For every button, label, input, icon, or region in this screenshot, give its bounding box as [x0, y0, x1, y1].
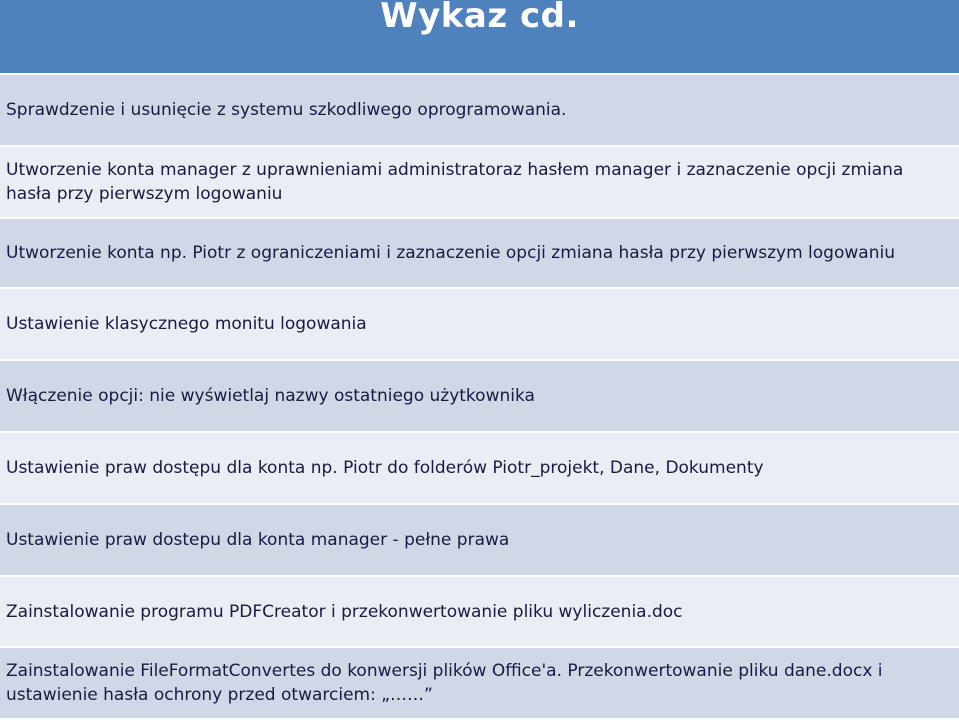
table-cell: Utworzenie konta np. Piotr z ograniczeniami i zaznaczenie opcji zmiana hasła przy pierwszym logowaniu: [0, 218, 959, 288]
table-cell: Sprawdzenie i usunięcie z systemu szkodliwego oprogramowania.: [0, 74, 959, 146]
table-cell: Ustawienie praw dostepu dla konta manager - pełne prawa: [0, 504, 959, 576]
table-cell: Włączenie opcji: nie wyświetlaj nazwy ostatniego użytkownika: [0, 360, 959, 432]
table-row: [0, 74, 959, 146]
table-cell: Zainstalowanie programu PDFCreator i przekonwertowanie pliku wyliczenia.doc: [0, 576, 959, 647]
table-row: [0, 504, 959, 576]
table-row: [0, 576, 959, 647]
table-row: [0, 360, 959, 432]
table-cell: Utworzenie konta manager z uprawnieniami administratoraz hasłem manager i zaznaczenie opcji zmiana hasła przy pierwszym logowaniu: [0, 146, 959, 218]
table-row: [0, 146, 959, 218]
table-cell: Zainstalowanie FileFormatConvertes do konwersji plików Office'a. Przekonwertowanie pliku dane.docx i ustawienie hasła ochrony przed otwarciem: „……”: [0, 647, 959, 719]
table-cell: Ustawienie klasycznego monitu logowania: [0, 288, 959, 360]
page-title: Wykaz cd.: [0, 0, 959, 74]
table-row: [0, 288, 959, 360]
table-row: [0, 647, 959, 719]
table-row: [0, 218, 959, 288]
table-header-row: [0, 0, 959, 74]
table-row: [0, 432, 959, 504]
table-cell: Ustawienie praw dostępu dla konta np. Piotr do folderów Piotr_projekt, Dane, Dokumenty: [0, 432, 959, 504]
